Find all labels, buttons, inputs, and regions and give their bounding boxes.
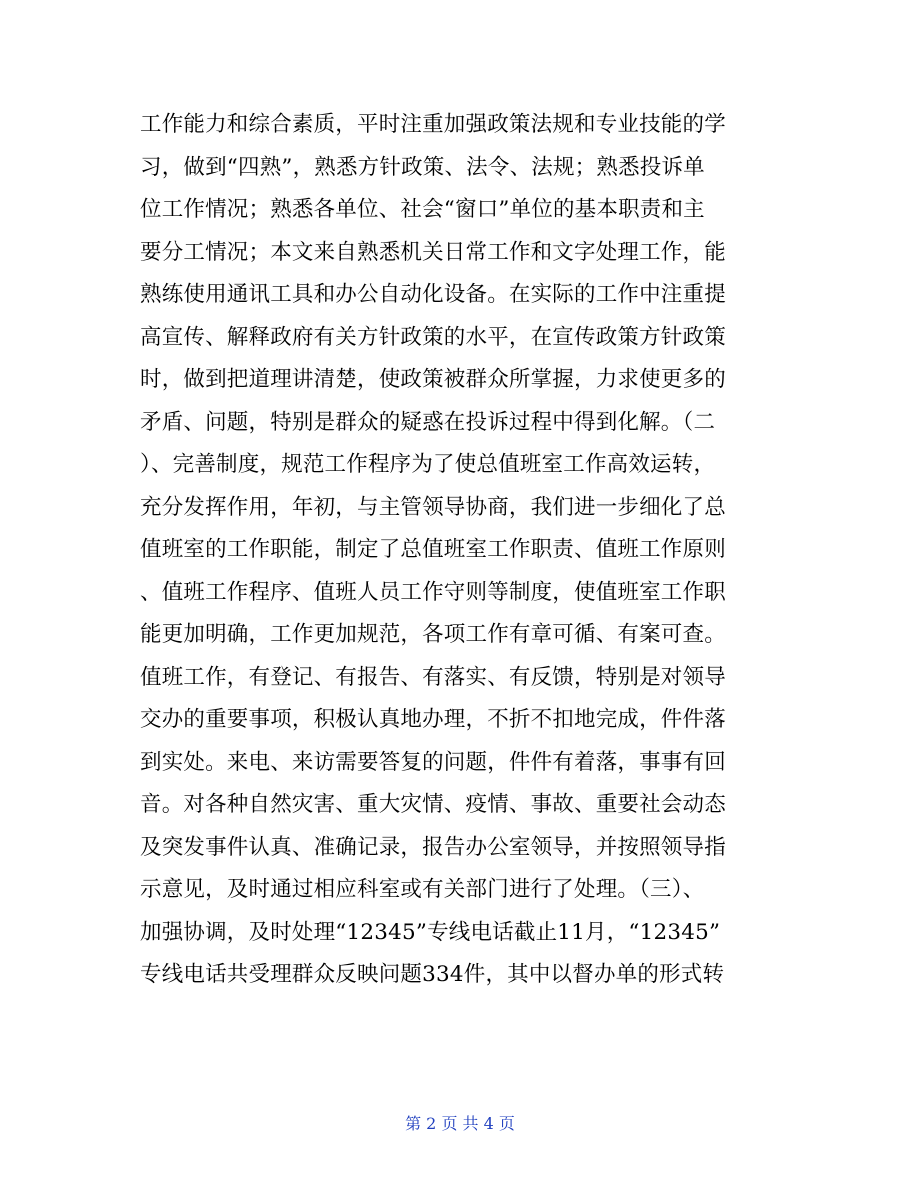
text-line: 到实处。来电、来访需要答复的问题，件件有着落，事事有回 — [140, 749, 726, 775]
text-line: ）、完善制度，规范工作程序为了使总值班室工作高效运转， — [140, 452, 716, 477]
text-line: 熟练使用通讯工具和办公自动化设备。在实际的工作中注重提 — [140, 282, 726, 307]
text-line: 、值班工作程序、值班人员工作守则等制度，使值班室工作职 — [140, 579, 726, 605]
text-line: 习，做到“四熟”，熟悉方针政策、法令、法规；熟悉投诉单 — [140, 154, 705, 180]
text-line: 能更加明确，工作更加规范，各项工作有章可循、有案可查。 — [140, 622, 726, 647]
body-text — [140, 104, 790, 997]
text-line: 要分工情况；本文来自熟悉机关日常工作和文字处理工作，能 — [140, 239, 726, 265]
text-line: 矛盾、问题，特别是群众的疑惑在投诉过程中得到化解。（二 — [140, 409, 716, 435]
text-line: 加强协调，及时处理“12345”专线电话截止11月，“12345” — [140, 919, 721, 945]
text-line: 音。对各种自然灾害、重大灾情、疫情、事故、重要社会动态 — [140, 792, 726, 817]
text-line: 交办的重要事项，积极认真地办理，不折不扣地完成，件件落 — [140, 707, 726, 732]
text-line: 位工作情况；熟悉各单位、社会“窗口”单位的基本职责和主 — [140, 197, 705, 222]
text-line: 值班工作，有登记、有报告、有落实、有反馈，特别是对领导 — [140, 664, 726, 690]
text-line: 高宣传、解释政府有关方针政策的水平，在宣传政策方针政策 — [140, 324, 726, 350]
page-number-footer: 第 2 页 共 4 页 — [405, 1114, 515, 1133]
text-line: 充分发挥作用，年初，与主管领导协商，我们进一步细化了总 — [140, 494, 726, 520]
text-line: 工作能力和综合素质，平时注重加强政策法规和专业技能的学 — [140, 112, 726, 137]
text-line: 专线电话共受理群众反映问题334件，其中以督办单的形式转 — [140, 962, 725, 987]
text-line: 时，做到把道理讲清楚，使政策被群众所掌握，力求使更多的 — [140, 367, 726, 392]
text-line: 值班室的工作职能，制定了总值班室工作职责、值班工作原则 — [140, 537, 726, 562]
text-line: 示意见，及时通过相应科室或有关部门进行了处理。（三）、 — [140, 877, 705, 902]
text-line: 及突发事件认真、准确记录，报告办公室领导，并按照领导指 — [140, 834, 726, 860]
